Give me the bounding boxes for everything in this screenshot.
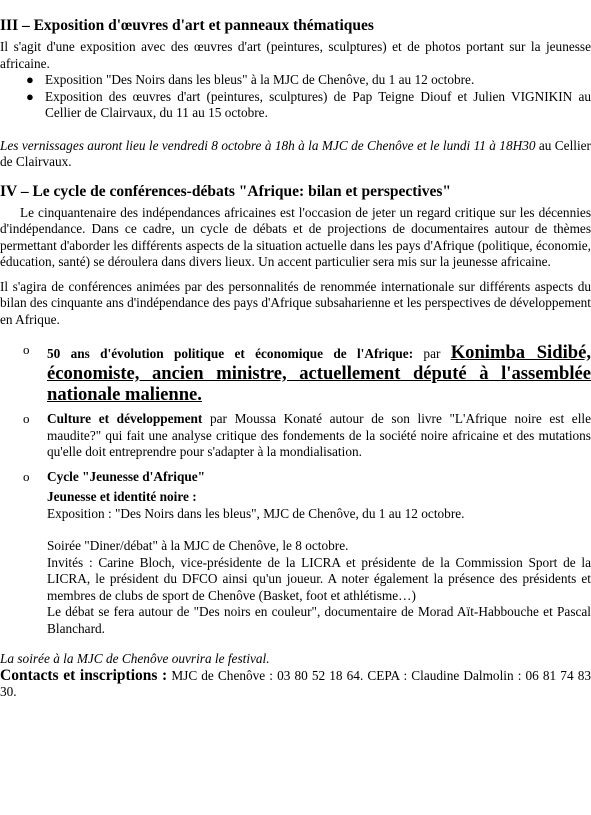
debat-text: Le débat se fera autour de "Des noirs en couleur", documentaire de Morad Aït-Habbouche et Pascal Blanchard.	[47, 604, 591, 636]
subsection-expo: Exposition : "Des Noirs dans les bleus", MJC de Chenôve, du 1 au 12 octobre.	[47, 505, 465, 521]
section-4-paragraph-1: Le cinquantenaire des indépendances africaines est l'occasion de jeter un regard critique sur les décennies d'indépendance. Dans ce cadre, un cycle de débats et de projections de documentaires autour de thèmes permettant d'aborder les différents aspects de la situation actuelle dans les pays d'Afrique (politique, économie, éducation, santé) se déroulera dans divers lieux. Un accent particulier sera mis sur la jeunesse africaine.	[0, 204, 591, 269]
bullet-icon: ●	[26, 88, 34, 104]
vernissage-italic: Les vernissages auront lieu le vendredi 8 octobre à 18h à la MJC de Chenôve et le lundi 11 à 18H30	[0, 137, 536, 153]
subsection-title: Jeunesse et identité noire :	[47, 489, 197, 504]
section-4-paragraph-2: Il s'agira de conférences animées par des personnalités de renommée internationale sur différents aspects du bilan des cinquante ans d'indépendance des pays d'Afrique subsaharienne et les perspectives de développement en Afrique.	[0, 278, 591, 327]
circle-bullet-icon: o	[23, 411, 30, 426]
contacts-label: Contacts et inscriptions :	[0, 666, 168, 684]
item-2-title: Culture et développement	[47, 411, 203, 426]
section-3-intro: Il s'agit d'une exposition avec des œuvres d'art (peintures, sculptures) et de photos portant sur la jeunesse africaine.	[0, 39, 591, 71]
item-2-text: par Moussa Konaté autour de son livre "L'Afrique noire est elle maudite?" qui fait une analyse critique des fondements de la société noire africaine et des mutations qu'elle doit entreprendre pour s'adapter à la mondialisation.	[47, 411, 591, 459]
festival-note: La soirée à la MJC de Chenôve ouvrira le festival.	[0, 651, 270, 666]
item-1-par: par	[413, 346, 451, 361]
list-item	[0, 411, 591, 461]
contacts	[0, 668, 591, 701]
list-item-text: Exposition des œuvres d'art (peintures, sculptures) de Pap Teigne Diouf et Julien VIGNIKIN au Cellier de Clairvaux, du 11 au 15 octobre.	[45, 88, 591, 120]
list-item	[0, 469, 591, 486]
invites-text: Invités : Carine Bloch, vice-présidente de la LICRA et présidente de la Commission Sport de la LICRA, le président du DFCO ainsi qu'un joueur. A noter également la présence des présidents et membres de clubs de sport de Chenôve (Basket, foot et athlétisme…)	[47, 554, 591, 603]
item-1-title: 50 ans d'évolution politique et économique de l'Afrique:	[47, 346, 414, 361]
list-item	[0, 89, 591, 122]
vernissage-rest: au Cellier de Clairvaux.	[0, 137, 591, 169]
section-3-heading: III – Exposition d'œuvres d'art et panneaux thématiques	[0, 17, 374, 34]
list-item	[0, 342, 591, 405]
contacts-text: MJC de Chenôve : 03 80 52 18 64. CEPA : Claudine Dalmolin : 06 81 74 83 30.	[0, 667, 591, 699]
section-4-heading: IV – Le cycle de conférences-débats "Afrique: bilan et perspectives"	[0, 182, 451, 200]
item-1-speaker: Konimba Sidibé, économiste, ancien ministre, actuellement député à l'assemblée nationale malienne.	[47, 342, 591, 405]
bullet-icon: ●	[26, 72, 34, 87]
vernissage-note	[0, 138, 591, 171]
circle-bullet-icon: o	[23, 468, 30, 484]
circle-bullet-icon: o	[23, 342, 30, 357]
soiree-line: Soirée "Diner/débat" à la MJC de Chenôve, le 8 octobre.	[47, 538, 349, 553]
list-item	[0, 72, 591, 89]
list-item-text: Exposition "Des Noirs dans les bleus" à la MJC de Chenôve, du 1 au 12 octobre.	[45, 72, 475, 87]
item-3-title: Cycle "Jeunesse d'Afrique"	[47, 468, 206, 484]
